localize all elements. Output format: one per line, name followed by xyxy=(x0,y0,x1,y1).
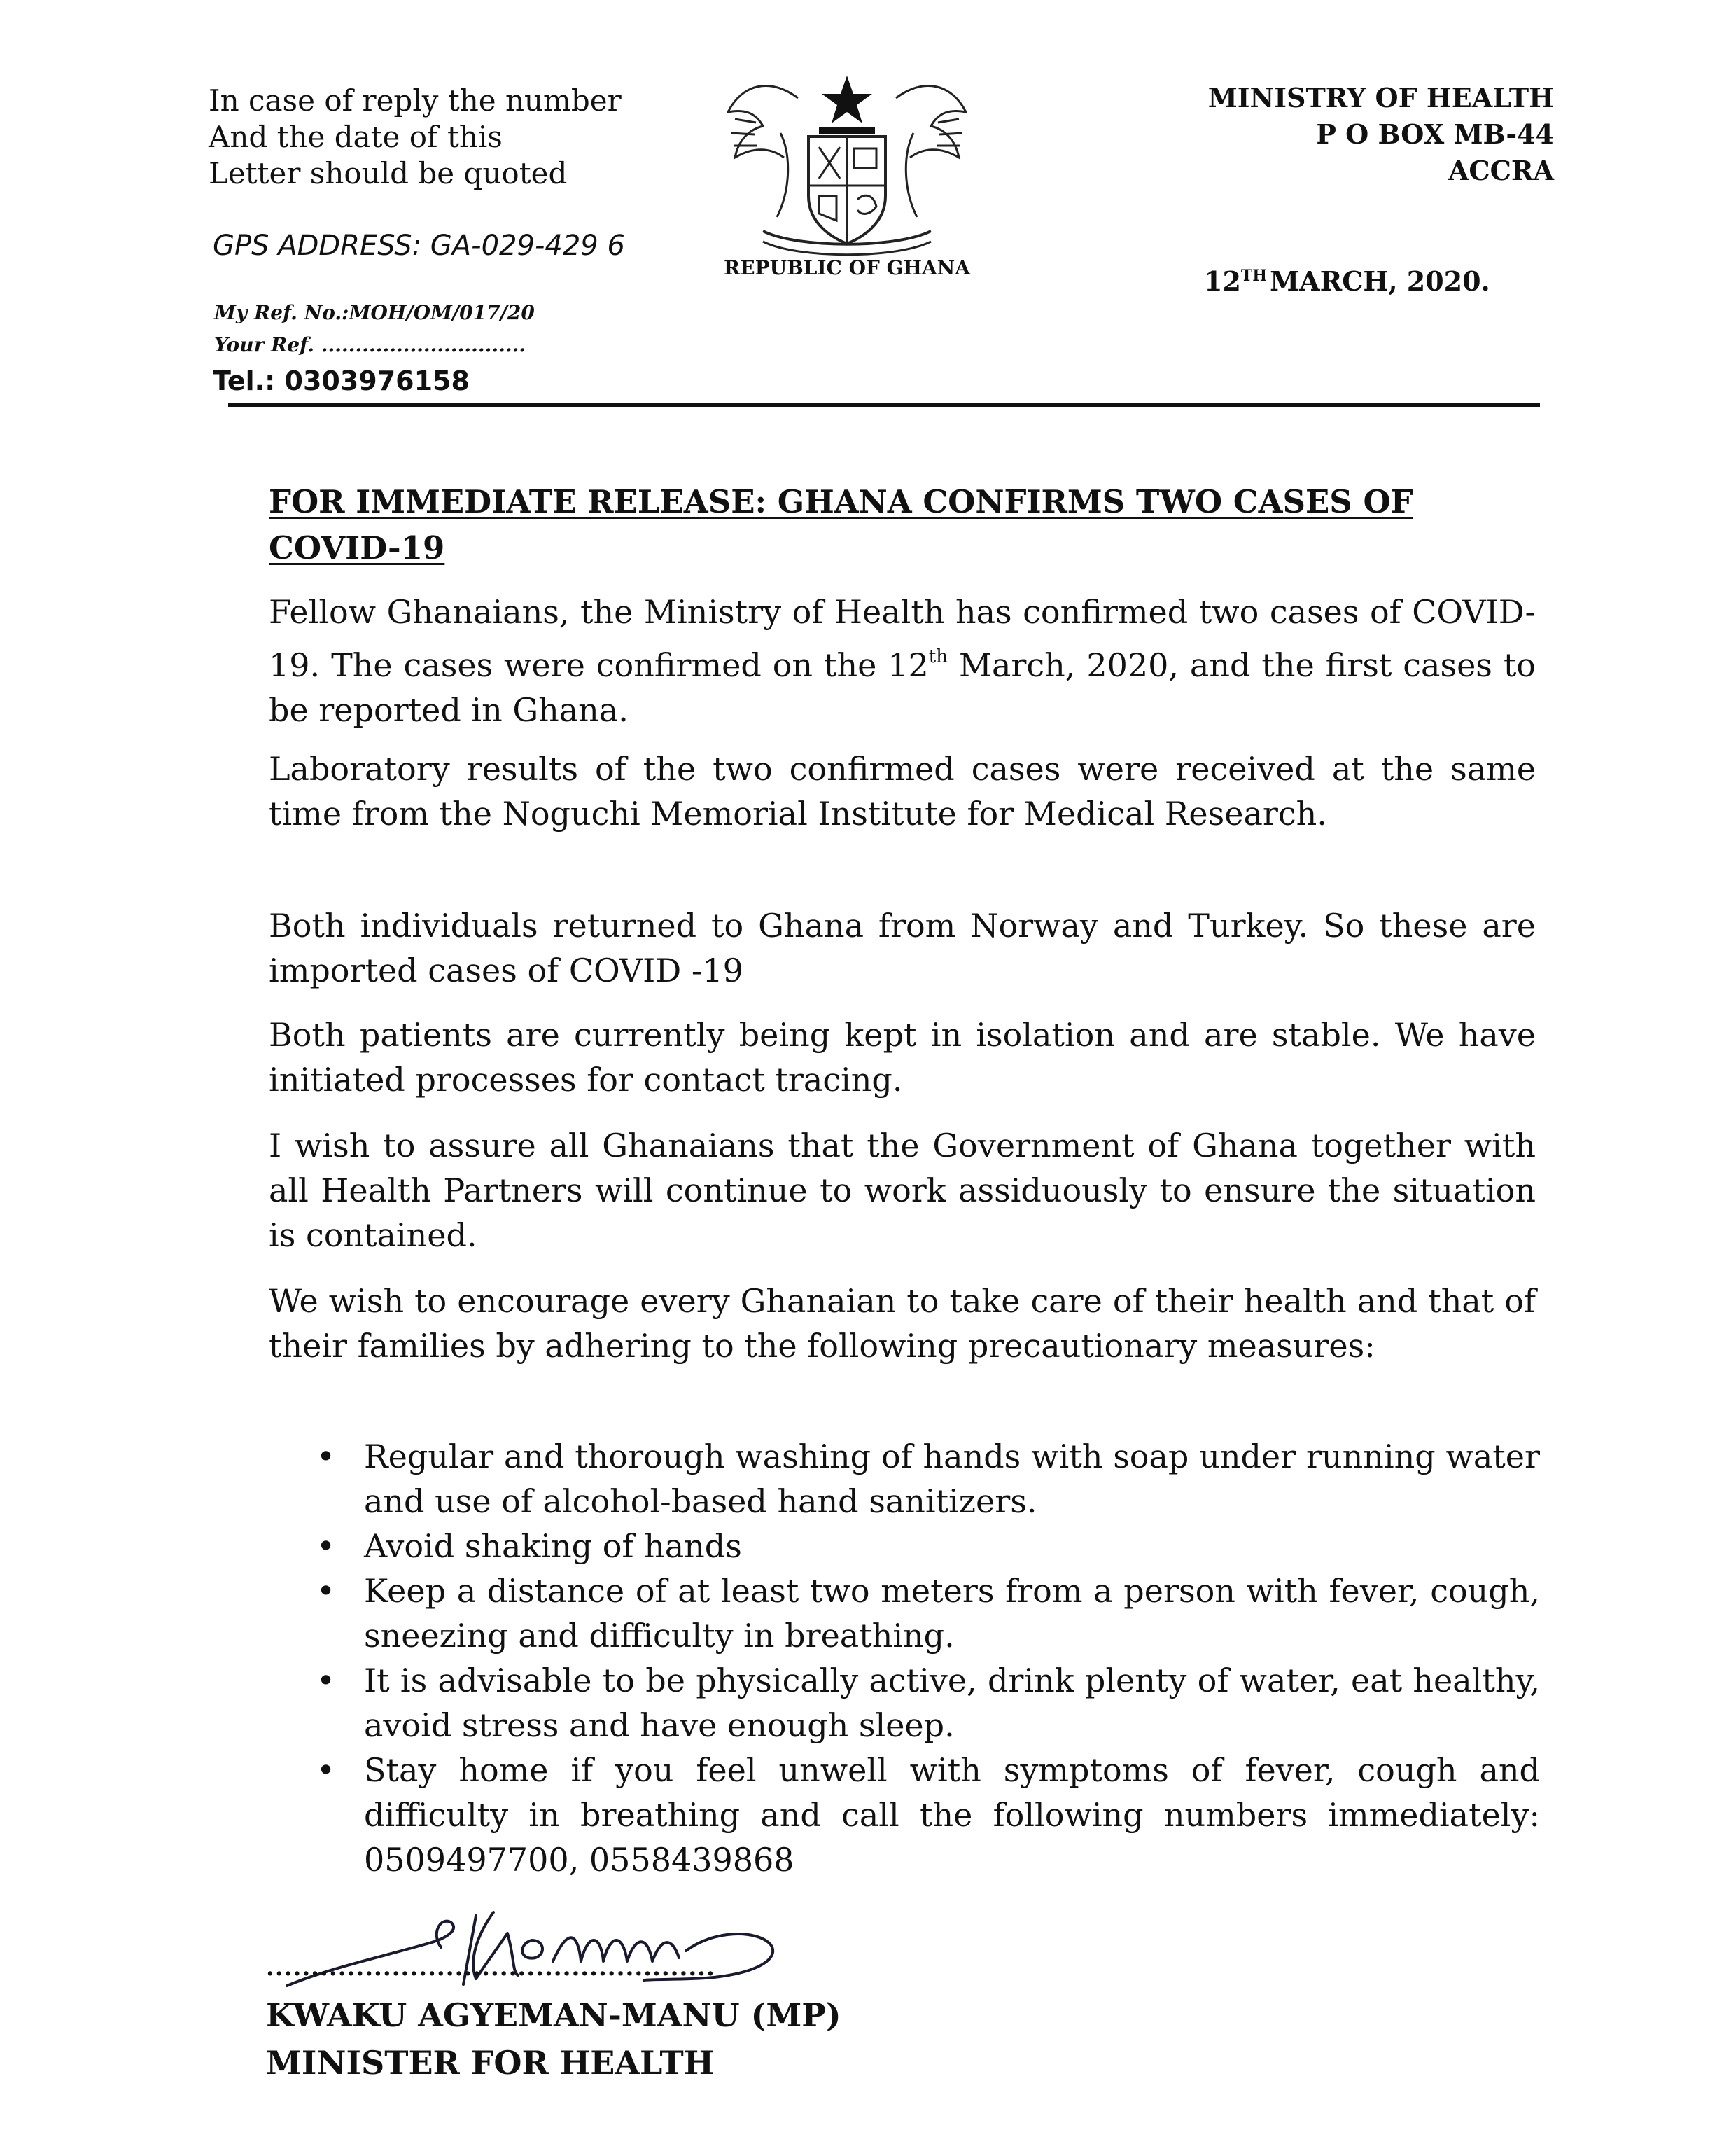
reply-line-2: And the date of this xyxy=(209,120,503,154)
signatory-name: KWAKU AGYEMAN-MANU (MP) xyxy=(266,1996,841,2034)
paragraph-isolation: Both patients are currently being kept in isolation and are stable. We have initiated processes for contact tracing. xyxy=(269,1016,1536,1099)
date-day: 12 xyxy=(1204,265,1241,297)
date-suffix: TH xyxy=(1240,267,1268,285)
your-reference: Your Ref. .............................. xyxy=(214,333,526,356)
reply-instructions xyxy=(209,83,643,192)
list-item xyxy=(308,1748,1540,1882)
telephone: Tel.: 0303976158 xyxy=(213,366,470,396)
address-line-3: ACCRA xyxy=(1448,155,1554,186)
paragraph-travel: Both individuals returned to Ghana from Norway and Turkey. So these are imported cases of COVID -19 xyxy=(269,907,1536,989)
measure-text: Keep a distance of at least two meters from a person with fever, cough, sneezing and difficulty in breathing. xyxy=(364,1572,1540,1655)
p1-text-a: Fellow Ghanaians, the Ministry of Health has confirmed two cases of COVID-19. The cases were confirmed on the 12 xyxy=(269,593,1536,684)
p1-superscript: th xyxy=(928,646,948,667)
paragraph-encouragement: We wish to encourage every Ghanaian to take care of their health and that of their families by adhering to the following precautionary measures: xyxy=(269,1282,1536,1365)
reply-line-3: Letter should be quoted xyxy=(209,156,568,190)
signature-line: .................................................. xyxy=(266,1954,715,1982)
paragraph-laboratory: Laboratory results of the two confirmed cases were received at the same time from the Noguchi Memorial Institute for Medical Research. xyxy=(269,750,1536,833)
press-release-title: FOR IMMEDIATE RELEASE: GHANA CONFIRMS TWO CASES OF COVID-19 xyxy=(269,483,1413,566)
list-item xyxy=(308,1568,1540,1658)
paragraph-assurance: I wish to assure all Ghanaians that the Government of Ghana together with all Health Partners will continue to work assiduously to ensure the situation is contained. xyxy=(269,1127,1536,1254)
bullet-icon: • xyxy=(316,1572,336,1610)
ghana-coat-of-arms-icon xyxy=(714,70,980,266)
bullet-icon: • xyxy=(316,1662,336,1699)
list-item xyxy=(308,1434,1540,1524)
measure-text: Avoid shaking of hands xyxy=(364,1527,742,1565)
list-item xyxy=(308,1524,1540,1568)
reply-line-1: In case of reply the number xyxy=(209,83,622,118)
my-reference: My Ref. No.:MOH/OM/017/20 xyxy=(214,301,535,324)
gps-address: GPS ADDRESS: GA-029-429 6 xyxy=(213,230,625,262)
letter-date xyxy=(1204,259,1490,298)
measure-text: It is advisable to be physically active, drink plenty of water, eat healthy, avoid stress and have enough sleep. xyxy=(364,1662,1540,1744)
header-divider xyxy=(228,403,1540,407)
address-line-2: P O BOX MB-44 xyxy=(1316,118,1554,150)
bullet-icon: • xyxy=(316,1438,336,1475)
measure-text: Regular and thorough washing of hands with soap under running water and use of alcohol-based hand sanitizers. xyxy=(364,1438,1540,1520)
emblem-caption: REPUBLIC OF GHANA xyxy=(724,256,970,279)
ministry-address xyxy=(1134,80,1554,189)
signatory-title: MINISTER FOR HEALTH xyxy=(266,2044,715,2082)
address-line-1: MINISTRY OF HEALTH xyxy=(1208,82,1554,113)
list-item xyxy=(308,1658,1540,1748)
bullet-icon: • xyxy=(316,1751,336,1789)
bullet-icon: • xyxy=(316,1527,336,1565)
precaution-list xyxy=(308,1434,1540,1882)
measure-text: Stay home if you feel unwell with symptoms of fever, cough and difficulty in breathing and call the following numbers immediately: 0509497700, 0558439868 xyxy=(364,1751,1540,1879)
p1-text-b: March, 2020, and the first cases to be reported in Ghana. xyxy=(269,646,1536,729)
paragraph-confirmation xyxy=(269,590,1536,732)
date-rest: MARCH, 2020. xyxy=(1270,265,1490,297)
